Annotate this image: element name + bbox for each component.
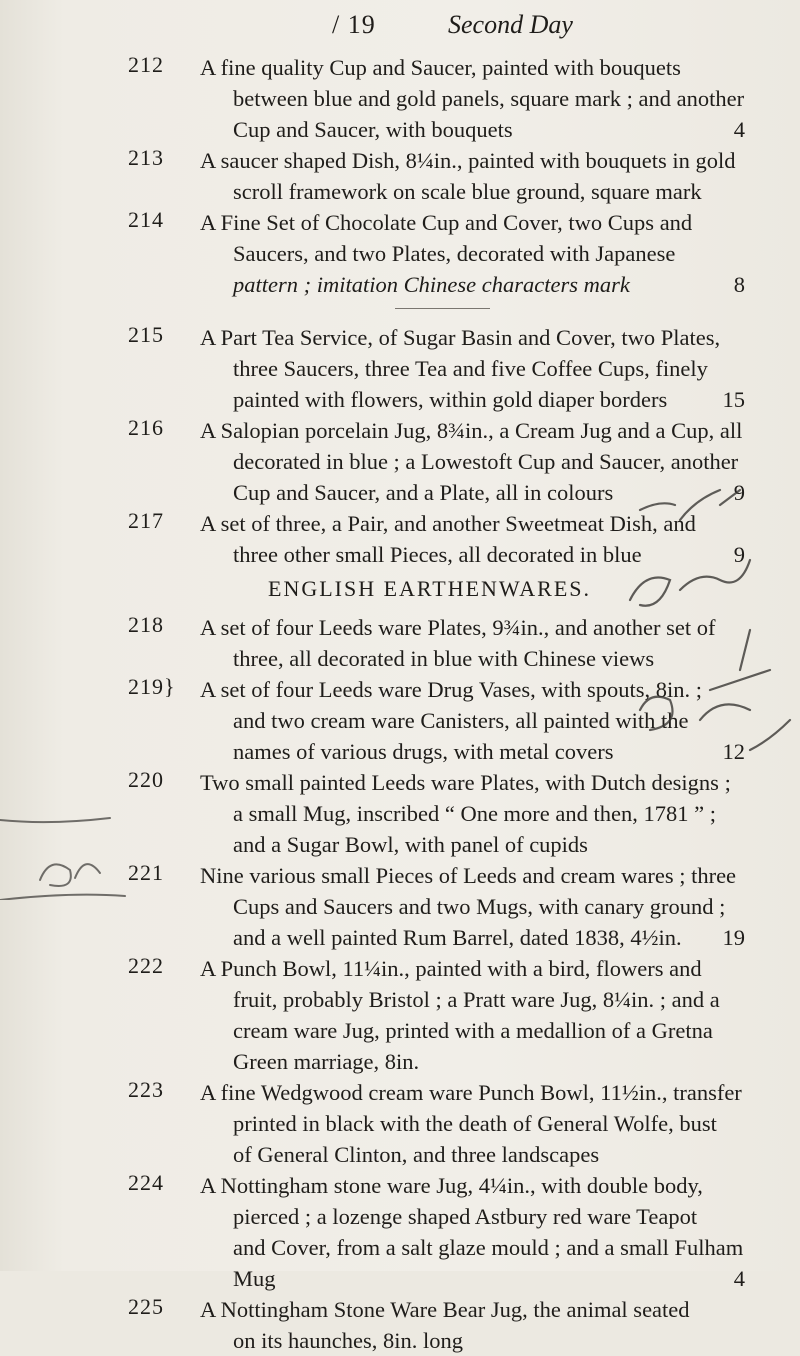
lot-description: [200, 1077, 745, 1170]
lot-line: of General Clinton, and three landscapes: [233, 1142, 600, 1167]
lot-description: [200, 612, 745, 674]
lot-line: A saucer shaped Dish, 8¼in., painted with bouquets in gold: [200, 148, 736, 173]
lot-line: scroll framework on scale blue ground, square mark: [233, 179, 702, 204]
lot-line: A Salopian porcelain Jug, 8¾in., a Cream Jug and a Cup, all: [200, 418, 743, 443]
lot-price: 19: [722, 925, 745, 950]
lot-description: [200, 1170, 745, 1294]
lot-price: 9: [733, 480, 745, 505]
lot-description: [200, 953, 745, 1077]
lot-line: Cups and Saucers and two Mugs, with canary ground ;: [233, 894, 726, 919]
lot-line: three Saucers, three Tea and five Coffee Cups, finely: [233, 356, 708, 381]
lot-number: 217: [128, 508, 164, 533]
lot-number: 222: [128, 953, 164, 978]
lot-description: [200, 415, 745, 508]
lot-number: 218: [128, 612, 164, 637]
lot-number: 219}: [128, 674, 176, 699]
lot-description: [200, 145, 745, 207]
lot-line: Cup and Saucer, with bouquets: [233, 117, 513, 142]
page-number: / 19: [332, 10, 376, 39]
lot-price: 4: [733, 1266, 745, 1291]
lot-line: Mug 4: [200, 1263, 745, 1294]
lot-price: 12: [722, 739, 745, 764]
lot-description: [200, 322, 745, 415]
lot-line: Green marriage, 8in.: [233, 1049, 420, 1074]
lot-line: and two cream ware Canisters, all painted with the: [233, 708, 689, 733]
lot-description: [200, 508, 745, 570]
lot-line: A Nottingham stone ware Jug, 4¼in., with double body,: [200, 1173, 703, 1198]
lot-number: 224: [128, 1170, 164, 1195]
lot-line: A Punch Bowl, 11¼in., painted with a bird, flowers and: [200, 956, 702, 981]
lot-line: names of various drugs, with metal covers: [233, 739, 614, 764]
lot-line: A Part Tea Service, of Sugar Basin and Cover, two Plates,: [200, 325, 721, 350]
lot-line: A fine Wedgwood cream ware Punch Bowl, 11½in., transfer: [200, 1080, 742, 1105]
lot-line: Two small painted Leeds ware Plates, with Dutch designs ;: [200, 770, 731, 795]
lot-line: printed in black with the death of General Wolfe, bust: [233, 1111, 717, 1136]
lot-line: cream ware Jug, printed with a medallion of a Gretna: [233, 1018, 713, 1043]
lot-line: Saucers, and two Plates, decorated with Japanese: [233, 241, 676, 266]
lot-number: 220: [128, 767, 164, 792]
lot-description: [200, 52, 745, 145]
lot-description: [200, 674, 745, 767]
lot-line: pattern ; imitation Chinese characters mark: [233, 272, 630, 297]
lot-number: 223: [128, 1077, 164, 1102]
lot-number: 221: [128, 860, 164, 885]
lot-line: A Nottingham Stone Ware Bear Jug, the animal seated: [200, 1297, 690, 1322]
lot-line: and Cover, from a salt glaze mould ; and a small Fulham: [233, 1235, 744, 1260]
lot-line: Cup and Saucer, and a Plate, all in colours: [233, 480, 614, 505]
lot-description: [200, 1294, 745, 1356]
lot-line: A set of three, a Pair, and another Sweetmeat Dish, and: [200, 511, 696, 536]
lot-line: between blue and gold panels, square mark ; and another: [233, 86, 745, 111]
lot-number: 214: [128, 207, 164, 232]
lot-price: 15: [722, 387, 745, 412]
lot-description: [200, 767, 745, 860]
lot-number: 225: [128, 1294, 164, 1319]
divider-rule: [395, 308, 490, 309]
lot-price: 9: [733, 542, 745, 567]
lot-line: and a well painted Rum Barrel, dated 1838, 4½in.: [233, 925, 682, 950]
page-header: [0, 6, 800, 46]
lot-description: [200, 860, 745, 953]
lot-price: 8: [733, 272, 745, 297]
lot-line: pierced ; a lozenge shaped Astbury red ware Teapot: [233, 1204, 698, 1229]
lot-line: fruit, probably Bristol ; a Pratt ware Jug, 8¼in. ; and a: [233, 987, 720, 1012]
lot-line: three, all decorated in blue with Chinese views: [233, 646, 655, 671]
lot-line: and a Sugar Bowl, with panel of cupids: [233, 832, 588, 857]
section-heading: ENGLISH EARTHENWARES.: [268, 576, 591, 601]
day-heading: Second Day: [448, 10, 573, 39]
lot-number: 216: [128, 415, 164, 440]
lot-line: Nine various small Pieces of Leeds and cream wares ; three: [200, 863, 737, 888]
lot-line: A set of four Leeds ware Plates, 9¾in., and another set of: [200, 615, 716, 640]
lot-number: 213: [128, 145, 164, 170]
lot-line: A set of four Leeds ware Drug Vases, with spouts, 8in. ;: [200, 677, 703, 702]
lot-line: decorated in blue ; a Lowestoft Cup and Saucer, another: [233, 449, 739, 474]
lot-line: A Fine Set of Chocolate Cup and Cover, two Cups and: [200, 210, 693, 235]
lot-number: 215: [128, 322, 164, 347]
lot-description: [200, 207, 745, 300]
lot-line: on its haunches, 8in. long: [233, 1328, 463, 1353]
lot-number: 212: [128, 52, 164, 77]
lot-line: painted with flowers, within gold diaper borders: [233, 387, 668, 412]
lot-line: A fine quality Cup and Saucer, painted with bouquets: [200, 55, 681, 80]
lot-line: a small Mug, inscribed “ One more and then, 1781 ” ;: [233, 801, 717, 826]
lot-price: 4: [733, 117, 745, 142]
lot-line: three other small Pieces, all decorated in blue: [233, 542, 642, 567]
